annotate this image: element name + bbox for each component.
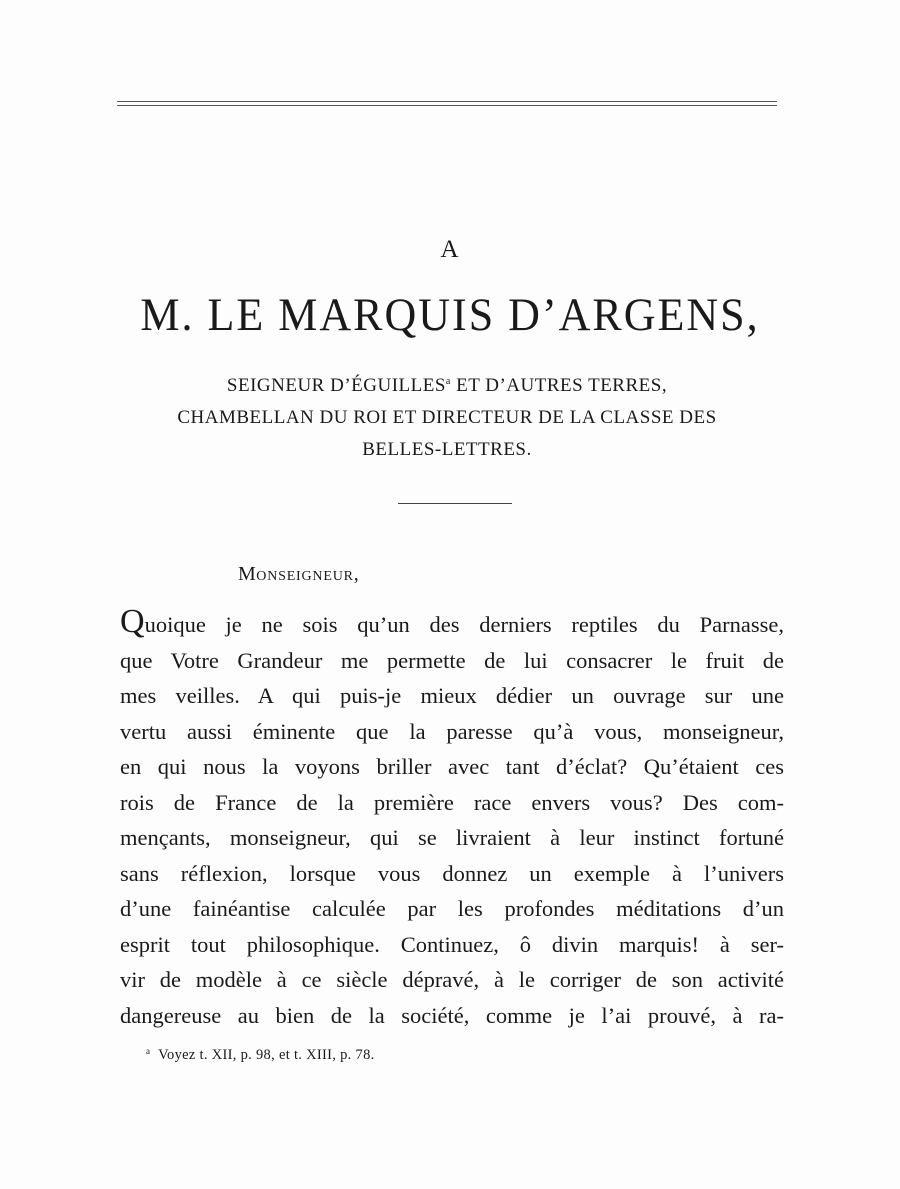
- dedication-heading: A: [440, 236, 460, 263]
- body-line: d’une fainéantise calculée par les profondes méditations d’un: [120, 896, 784, 921]
- section-divider: [398, 503, 512, 504]
- footnote: [146, 1047, 375, 1064]
- top-double-rule: [117, 101, 777, 102]
- subtitle-line-3: BELLES-LETTRES.: [362, 439, 532, 460]
- letter-body: [120, 603, 784, 1033]
- footnote-marker: a: [146, 1046, 151, 1056]
- body-line: Quoique je ne sois qu’un des derniers reptiles du Parnasse,: [120, 603, 784, 640]
- body-line: vir de modèle à ce siècle dépravé, à le corriger de son activité: [120, 967, 784, 992]
- drop-initial: Q: [120, 603, 145, 640]
- body-line: mençants, monseigneur, qui se livraient à leur instinct fortuné: [120, 825, 784, 850]
- body-line: en qui nous la voyons briller avec tant d’éclat? Qu’étaient ces: [120, 754, 784, 779]
- subtitle-line-2: CHAMBELLAN DU ROI ET DIRECTEUR DE LA CLASSE DES: [177, 407, 717, 428]
- dedication-subtitle: [117, 370, 777, 466]
- body-line: rois de France de la première race envers vous? Des com-: [120, 789, 784, 815]
- body-line: que Votre Grandeur me permette de lui consacrer le fruit de: [120, 647, 784, 673]
- dedication-title: M. LE MARQUIS D’ARGENS,: [140, 288, 760, 341]
- footnote-text: Voyez t. XII, p. 98, et t. XIII, p. 78.: [158, 1047, 375, 1063]
- body-line: sans réflexion, lorsque vous donnez un exemple à l’univers: [120, 860, 784, 886]
- body-line: vertu aussi éminente que la paresse qu’à vous, monseigneur,: [120, 718, 784, 744]
- footnote-marker: a: [445, 376, 451, 387]
- body-line: dangereuse au bien de la société, comme je l’ai prouvé, à ra-: [120, 1002, 784, 1028]
- salutation: MONSEIGNEUR,: [238, 563, 360, 585]
- body-line: mes veilles. A qui puis-je mieux dédier un ouvrage sur une: [120, 683, 784, 708]
- body-line: esprit tout philosophique. Continuez, ô divin marquis! à ser-: [120, 931, 784, 957]
- subtitle-line-1: SEIGNEUR D’ÉGUILLES$^a$ ET D’AUTRES TERRES,: [226, 375, 668, 396]
